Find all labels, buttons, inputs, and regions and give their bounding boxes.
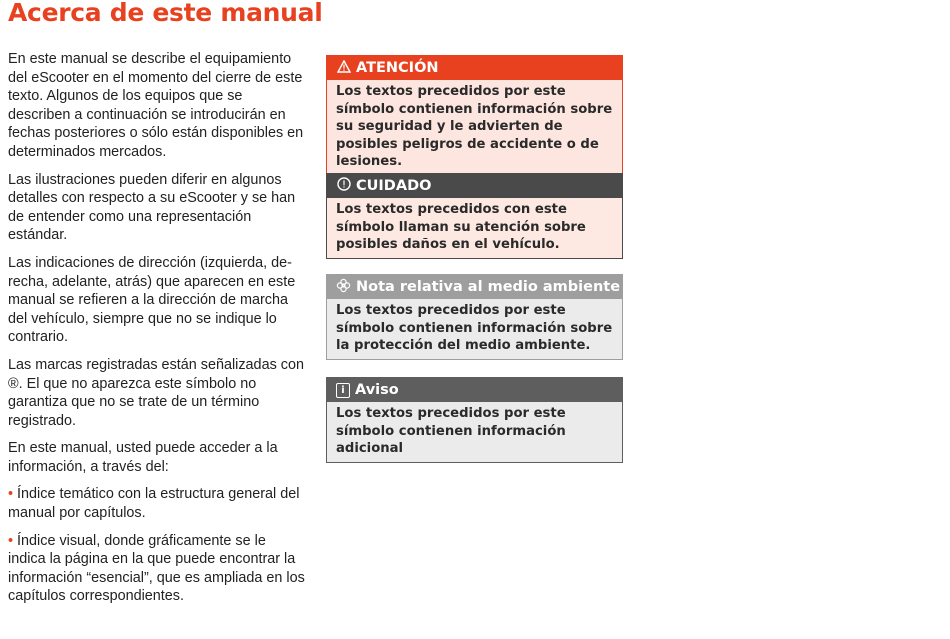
environment-text: Los textos precedidos por este símbolo contienen información sobre la protección del medio ambiente. <box>327 299 622 359</box>
caution-text: Los textos precedidos con este símbolo llaman su atención sobre posibles daños en el vehículo. <box>327 198 622 258</box>
exclamation-circle-icon <box>336 177 351 195</box>
caution-title: CUIDADO <box>356 178 432 194</box>
bullet-text: Índice visual, donde gráficamente se le indica la página en la que puede encontrar la información “esencial”, que es ampliada en los capítulos correspondientes. <box>8 532 305 605</box>
paragraph-trademarks: Las marcas registradas están señalizadas con ®. El que no aparezca este símbolo no garantiza que no se trate de un término registrado. <box>8 356 304 429</box>
bullet-item-visual-index <box>8 532 306 606</box>
warning-title: ATENCIÓN <box>356 60 439 76</box>
environment-title: Nota relativa al medio ambiente <box>356 279 621 295</box>
flower-icon <box>336 278 351 297</box>
warning-triangle-icon <box>336 60 351 77</box>
warning-box <box>326 55 623 176</box>
paragraph-illustrations: Las ilustraciones pueden diferir en algunos detalles con respecto a su eScooter y se han de entender como una representación estándar. <box>8 171 296 244</box>
note-text: Los textos precedidos por este símbolo contienen información adicional <box>327 402 622 462</box>
paragraph-access: En este manual, usted puede acceder a la información, a través del: <box>8 440 278 475</box>
environment-box <box>326 274 623 360</box>
bullet-item-thematic-index <box>8 485 306 522</box>
note-box <box>326 377 623 463</box>
environment-header <box>327 275 622 299</box>
caution-box <box>326 173 623 259</box>
caution-header <box>327 174 622 198</box>
bullet-dot-icon: • <box>8 486 14 503</box>
intro-text-column <box>8 50 306 615</box>
info-icon: i <box>336 383 350 398</box>
warning-header <box>327 56 622 80</box>
note-title: Aviso <box>355 382 399 398</box>
page-title: Acerca de este manual <box>8 0 323 27</box>
bullet-text: Índice temático con la estructura general del manual por capítulos. <box>8 486 300 522</box>
paragraph-directions: Las indicaciones de dirección (izquierda, de-recha, adelante, atrás) que aparecen en este manual se refieren a la dirección de marcha del vehículo, siempre que no se indique lo contrario. <box>8 254 296 346</box>
warning-text: Los textos precedidos por este símbolo contienen información sobre su seguridad y le advierten de posibles peligros de accidente o de lesiones. <box>327 80 622 175</box>
bullet-dot-icon: • <box>8 532 14 549</box>
note-header <box>327 378 622 402</box>
paragraph-equipment: En este manual se describe el equipamiento del eScooter en el momento del cierre de este texto. Algunos de los equipos que se describen a continuación se introducirán en fechas posteriores o sólo están disponibles en determinados mercados. <box>8 51 304 160</box>
